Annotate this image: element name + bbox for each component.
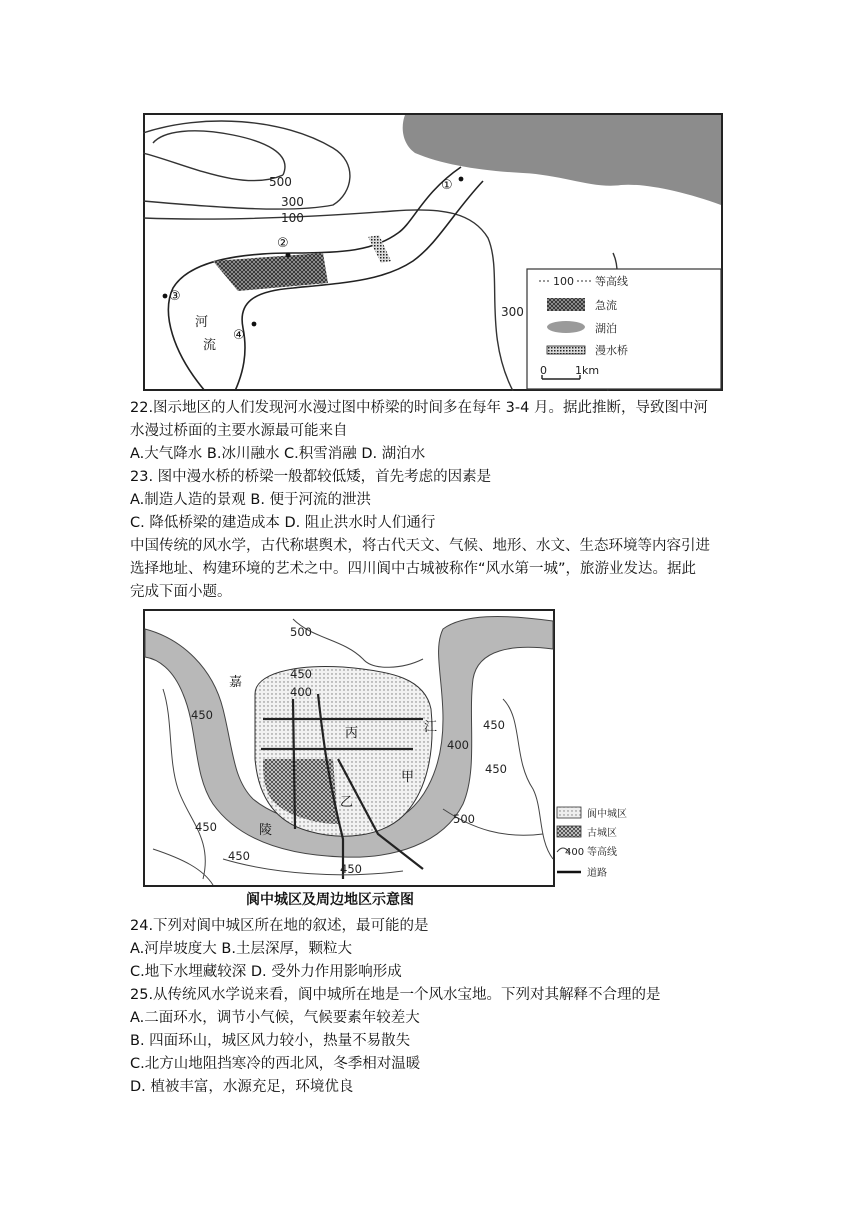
legend-rapids-label: 急流 <box>595 299 617 312</box>
river-char-jiang: 江 <box>424 720 438 735</box>
point-label-1: ① <box>441 178 453 193</box>
question-23 <box>130 466 770 535</box>
langzhong-map <box>143 609 555 907</box>
city-area <box>255 666 432 836</box>
legend2-road: 道路 <box>587 868 607 879</box>
point-3-dot <box>163 294 168 299</box>
q24-options2: C.地下水埋藏较深 D. 受外力作用影响形成 <box>130 964 402 980</box>
m2-contour-450-west: 450 <box>191 708 213 722</box>
point-4-dot <box>252 322 257 327</box>
place-bing: 丙 <box>345 726 359 741</box>
m2-contour-450-sw: 450 <box>195 820 217 834</box>
q23-options1: A.制造人造的景观 B. 便于河流的泄洪 <box>130 492 372 508</box>
m2-contour-450-east: 450 <box>483 718 505 732</box>
q25-option-d: D. 植被丰富，水源充足，环境优良 <box>130 1079 354 1095</box>
legend2-contour-sample: 400 <box>565 847 585 858</box>
m2-contour-400-east: 400 <box>447 738 469 752</box>
legend2-contour: 等高线 <box>587 847 617 858</box>
q24-stem: 24.下列对阆中城区所在地的叙述，最可能的是 <box>130 918 429 934</box>
map2-caption: 阆中城区及周边地区示意图 <box>246 892 414 907</box>
legend-lake-label: 湖泊 <box>595 322 617 335</box>
legend-bridge-label: 漫水桥 <box>595 344 628 357</box>
point-label-2: ② <box>277 236 289 251</box>
m2-contour-450-north: 450 <box>290 667 312 681</box>
legend2-city: 阆中城区 <box>587 809 627 820</box>
point-1-dot <box>459 177 464 182</box>
legend2-oldtown: 古城区 <box>587 828 617 839</box>
point-label-4: ④ <box>233 328 245 343</box>
contour-map-bridge <box>143 113 723 391</box>
river-char-1: 河 <box>195 315 209 330</box>
question-24 <box>130 915 770 984</box>
question-25 <box>130 984 770 1099</box>
m2-contour-450-sw2: 450 <box>228 849 250 863</box>
m2-contour-450-east2: 450 <box>485 762 507 776</box>
m2-contour-500-se: 500 <box>453 812 475 826</box>
legend-contour-label: 等高线 <box>595 275 628 288</box>
river-char-2: 流 <box>203 338 217 353</box>
question-22 <box>130 397 770 466</box>
passage-line2: 选择地址、构建环境的艺术之中。四川阆中古城被称作“风水第一城”，旅游业发达。据此 <box>130 561 697 577</box>
legend-contour-sample: 100 <box>553 275 574 288</box>
m2-contour-400-north: 400 <box>290 685 312 699</box>
map2-legend <box>555 802 685 882</box>
point-label-3: ③ <box>169 289 181 304</box>
m2-contour-500-north: 500 <box>290 625 312 639</box>
contour-label-300-east: 300 <box>501 305 524 319</box>
river-char-ling: 陵 <box>259 823 273 838</box>
q22-line2: 水漫过桥面的主要水源最可能来自 <box>130 423 348 439</box>
q25-option-a: A.二面环水，调节小气候，气候要素年较差大 <box>130 1010 420 1026</box>
scale-unit: 1km <box>575 364 600 377</box>
point-2-dot <box>286 253 291 258</box>
q25-stem: 25.从传统风水学说来看，阆中城所在地是一个风水宝地。下列对其解释不合理的是 <box>130 987 661 1003</box>
place-yi: 乙 <box>340 795 354 810</box>
contour-label-300: 300 <box>281 195 304 209</box>
contour-label-100: 100 <box>281 211 304 225</box>
q24-options1: A.河岸坡度大 B.土层深厚，颗粒大 <box>130 941 352 957</box>
m2-contour-450-south: 450 <box>340 862 362 876</box>
river-char-jia: 嘉 <box>229 675 243 690</box>
contour-label-500: 500 <box>269 175 292 189</box>
q25-option-c: C.北方山地阻挡寒冷的西北风，冬季相对温暖 <box>130 1056 421 1072</box>
passage-line3: 完成下面小题。 <box>130 584 232 600</box>
q23-options2: C. 降低桥梁的建造成本 D. 阻止洪水时人们通行 <box>130 515 436 531</box>
passage <box>130 535 770 604</box>
passage-line1: 中国传统的风水学，古代称堪舆术，将古代天文、气候、地形、水文、生态环境等内容引进 <box>130 538 710 554</box>
q23-stem: 23. 图中漫水桥的桥梁一般都较低矮，首先考虑的因素是 <box>130 469 492 485</box>
place-jia: 甲 <box>401 770 415 785</box>
map1-legend <box>527 269 721 389</box>
q25-option-b: B. 四面环山，城区风力较小，热量不易散失 <box>130 1033 411 1049</box>
scale-zero: 0 <box>540 364 547 377</box>
q22-line1: 22.图示地区的人们发现河水漫过图中桥梁的时间多在每年 3-4 月。据此推断，导致图中河 <box>130 400 708 416</box>
q22-options: A.大气降水 B.冰川融水 C.积雪消融 D. 湖泊水 <box>130 446 426 462</box>
